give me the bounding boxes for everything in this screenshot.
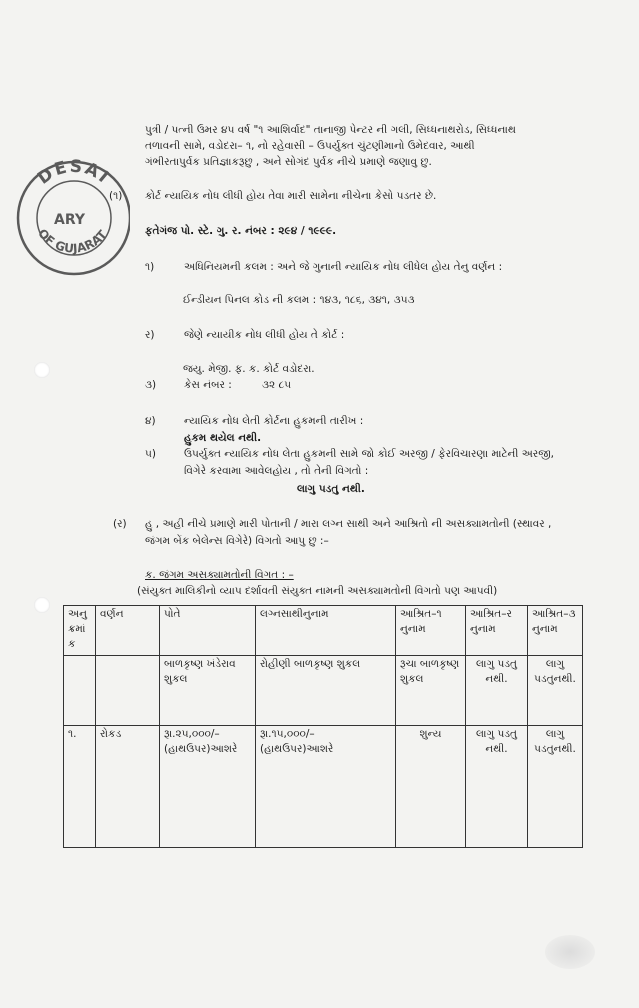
item-3-label: કેસ નંબર : [184, 379, 232, 391]
names-dependent-3: લાગુ પડતુનથી. [528, 656, 583, 726]
names-spouse: રોહીણી બાળકૃષ્ણ શુકલ [256, 656, 396, 726]
header-description: વર્ણન [96, 606, 160, 656]
punch-hole-bottom [34, 597, 50, 613]
header-self: પોતે [160, 606, 256, 656]
row-1-self: રૂા.૨૫,૦૦૦/– (હાથઉપર)આશરે [160, 726, 256, 848]
item-1-number: ૧) [145, 261, 155, 273]
section-2-number: (ર) [113, 518, 127, 530]
section-2-line-1: હુ , અહી નીચે પ્રમાણે મારી પોતાની / મારા લગ્ન સાથી અને આશ્રિતો ની અસક્યામતોની (સ્થાવર , [145, 518, 552, 530]
item-3-value: ૩૨ ૮૫ [262, 379, 292, 391]
seal-top-text: DESAI [34, 156, 114, 189]
row-1-dependent-3: લાગુ પડતુનથી. [528, 726, 583, 848]
item-2-number: ર) [145, 329, 155, 341]
section-2-line-2: જંગમ બેંક બેલેન્સ વિગેરે) વિગતો આપુ છુ :– [145, 535, 329, 547]
table-row [64, 726, 583, 848]
item-4-value: હુકમ થયેલ નથી. [184, 432, 262, 444]
item-5-text-2: વિગેરે કરવામા આવેલહોય , તો તેની વિગતો : [184, 465, 369, 477]
row-1-dependent-1: શુન્ય [396, 726, 466, 848]
table-header-row [64, 606, 583, 656]
names-description [96, 656, 160, 726]
seal-mid-text: ARY [54, 212, 85, 228]
item-4-number: ૪) [145, 415, 156, 427]
item-3-number: ૩) [145, 379, 157, 391]
item-2-value: જયુ. મેજી. ફ. ક. કોર્ટ વડોદરા. [183, 363, 315, 375]
row-1-description: રોકડ [96, 726, 160, 848]
punch-hole-top [34, 362, 50, 378]
case-reference: ફતેગંજ પો. સ્ટે. ગુ. ર. નંબર : ૨૯૪ / ૧૯૯૯. [145, 225, 337, 237]
item-1-value: ઈન્ડીયન પિનલ કોડ ની કલમ : ૧૪૩, ૧૮૬, ૩૪૧, ૩૫૩ [183, 294, 415, 306]
page-smudge [545, 935, 595, 969]
names-serial [64, 656, 96, 726]
header-dependent-1: આશ્રિત–૧ નુનામ [396, 606, 466, 656]
item-1-text: અધિનિયમની કલમ : અને જે ગુનાની ન્યાયિક નોધ લીધેલ હોય તેનુ વર્ણન : [184, 261, 503, 273]
svg-text:DESAI [34, 157, 113, 189]
movable-assets-heading: ક. જંગમ અસક્યામતોની વિગત : – [145, 569, 294, 581]
intro-line-2: તળાવની સામે, વડોદરા– ૧, નો રહેવાસી – ઉપર્યુક્ત ચુંટણીમાનો ઉમેદવાર, આથી [145, 140, 475, 152]
section-1-text: કોર્ટ ન્યાયિક નોધ લીધી હોય તેવા મારી સામેના નીચેના કેસો પડતર છે. [145, 190, 437, 202]
names-dependent-1: રૂચા બાળકૃષ્ણ શુકલ [396, 656, 466, 726]
header-spouse: લગ્નસાથીનુનામ [256, 606, 396, 656]
section-1-number: (૧) [109, 190, 123, 202]
svg-text:OF GUJARAT [35, 226, 110, 255]
notary-seal [12, 152, 130, 278]
header-dependent-3: આશ્રિત–૩ નુનામ [528, 606, 583, 656]
table-names-row [64, 656, 583, 726]
names-self: બાળકૃષ્ણ ખંડેરાવ શુકલ [160, 656, 256, 726]
item-4-text: ન્યાયિક નોધ લેતી કોર્ટના હુકમની તારીખ : [184, 415, 364, 427]
item-5-value: લાગુ પડતુ નથી. [297, 483, 365, 495]
item-2-text: જેણે ન્યાયીક નોધ લીધી હોય તે કોર્ટ : [184, 329, 345, 341]
movable-assets-table [63, 605, 583, 848]
item-5-text-1: ઉપર્યુક્ત ન્યાયિક નોધ લેતા હુકમની સામે જો કોઈ અરજી / ફેરવિચારણા માટેની અરજી, [184, 448, 555, 460]
row-1-serial: ૧. [64, 726, 96, 848]
header-dependent-2: આશ્રિત–ર નુનામ [466, 606, 528, 656]
item-5-number: ૫) [145, 448, 156, 460]
names-dependent-2: લાગુ પડતુ નથી. [466, 656, 528, 726]
joint-ownership-note: (સંયુક્ત માલિકીનો વ્યાપ દર્શાવતી સંયુક્ત નામની અસક્યામતોની વિગતો પણ આપવી) [137, 585, 498, 597]
row-1-dependent-2: લાગુ પડતુ નથી. [466, 726, 528, 848]
intro-line-1: પુત્રી / પત્ની ઉમર ૪૫ વર્ષ "૧ આશિર્વાદ" તાનાજી પેન્ટર ની ગલી, સિધ્ધનાથરોડ, સિધ્ધનાથ [145, 124, 516, 136]
row-1-spouse: રૂા.૧૫,૦૦૦/– (હાથઉપર)આશરે [256, 726, 396, 848]
seal-bottom-text: OF GUJARAT [35, 226, 110, 256]
header-serial: અનુ ક્રમાં ક [64, 606, 96, 656]
intro-line-3: ગંભીરતાપુર્વક પ્રતિજ્ઞાકરૂછુ , અને સોગંદ પુર્વક નીચે પ્રમાણે જણાવુ છુ. [145, 156, 432, 168]
